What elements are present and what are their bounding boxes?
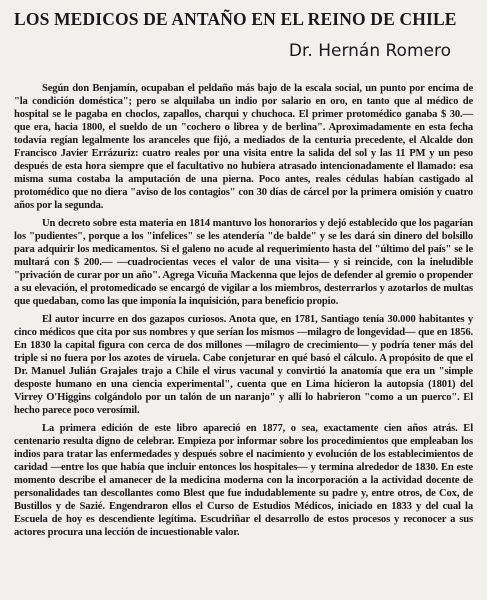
article-author: Dr. Hernán Romero: [288, 41, 451, 61]
paragraph-4: La primera edición de este libro apareció en 1877, o sea, exactamente cien años atrás. El centenario resulta digno de celebrar. Empieza por informar sobre los procedimientos que empleaban los indios para tratar las enfermedades y después sobre el nacimiento y evolución de los establecimientos de caridad —entre los que había que incluir entonces los hospitales— y termina alrededor de 1830. En este momento describe el amanecer de la medicina moderna con la incorporación a la actividad docente de personalidades tan descollantes como Blest que fue indudablemente su padre y, entre otros, de Cox, de Bustillos y de Sazié. Engendraron ellos el Curso de Estudios Médicos, iniciado en 1833 y del cual la Escuela de hoy es descendiente legítima. Escudriñar el desarrollo de estos procesos y reconocer a sus actores procura una lección de incuestionable valor.: [14, 423, 473, 538]
article-body: [14, 82, 473, 539]
paragraph-3: El autor incurre en dos gazapos curiosos. Anota que, en 1781, Santiago tenía 30.000 habitantes y cinco médicos que cita por sus nombres y que serían los mismos —milagro de longevidad— que en 1856. En 1830 la capital figura con cerca de dos millones —milagro de crecimiento— y podría tener más del triple si no fuera por los azotes de viruela. Cabe conjeturar en qué basó el cálculo. A propósito de que el Dr. Manuel Julián Grajales trajo a Chile el virus vacunal y convirtió la anatomía que era un "simple desposte humano en una ciencia experimental", cuenta que en Lima hicieron la autopsia (1801) del Virrey O'Higgins colgándolo por un talón de un naranjo" y allí lo habrieron "como a un puerco". El hecho parece poco verosímil.: [14, 314, 473, 416]
paragraph-1: Según don Benjamín, ocupaban el peldaño más bajo de la escala social, un punto por encima de "la condición doméstica"; pero se alquilaba un indio por salario en oro, en tanto que al médico de hospital se le pagaba en choclos, zapallos, charqui y chuchoca. El primer protomédico ganaba $ 30.— que era, hacia 1800, el sueldo de un "cochero o librea y de berlina". Aproximadamente en esta fecha todavía regían legalmente los aranceles que fijó, a mediados de la centuria precedente, el Alcalde don Francisco Javier Errázuriz: cuatro reales por una visita entre la salida del sol y las 11 PM y un peso después de esta hora siempre que el facultativo no hubiera atrasado intencionadamente el llamado: esa misma suma costaba la amputación de una pierna. Poco antes, reales cédulas habían castigado al protomédico que no diera "aviso de los contagios" con 30 días de cárcel por la primera omisión y cuatro años por la segunda.: [14, 83, 473, 211]
paragraph-2: Un decreto sobre esta materia en 1814 mantuvo los honorarios y dejó establecido que los pagarían los "pudientes", porque a los "infelices" se les atendería "de balde" y se les dará sin dinero del bolsillo para adquirir los medicamentos. Si el galeno no acude al requerimiento hasta del "último del país" se le multará con $ 200.— —cuadrocientas veces el valor de una visita— y si reincide, con la ineludible "privación de curar por un año". Agrega Vicuña Mackenna que lejos de defender al gremio o propender a su elevación, el protomedicado se encargó de vigilar a los miembros, desterrarlos y azotarlos de multas que quedaban, como las que imponía la inquisición, para beneficio propio.: [14, 218, 473, 307]
article-title: LOS MEDICOS DE ANTAÑO EN EL REINO DE CHILE: [14, 9, 457, 29]
